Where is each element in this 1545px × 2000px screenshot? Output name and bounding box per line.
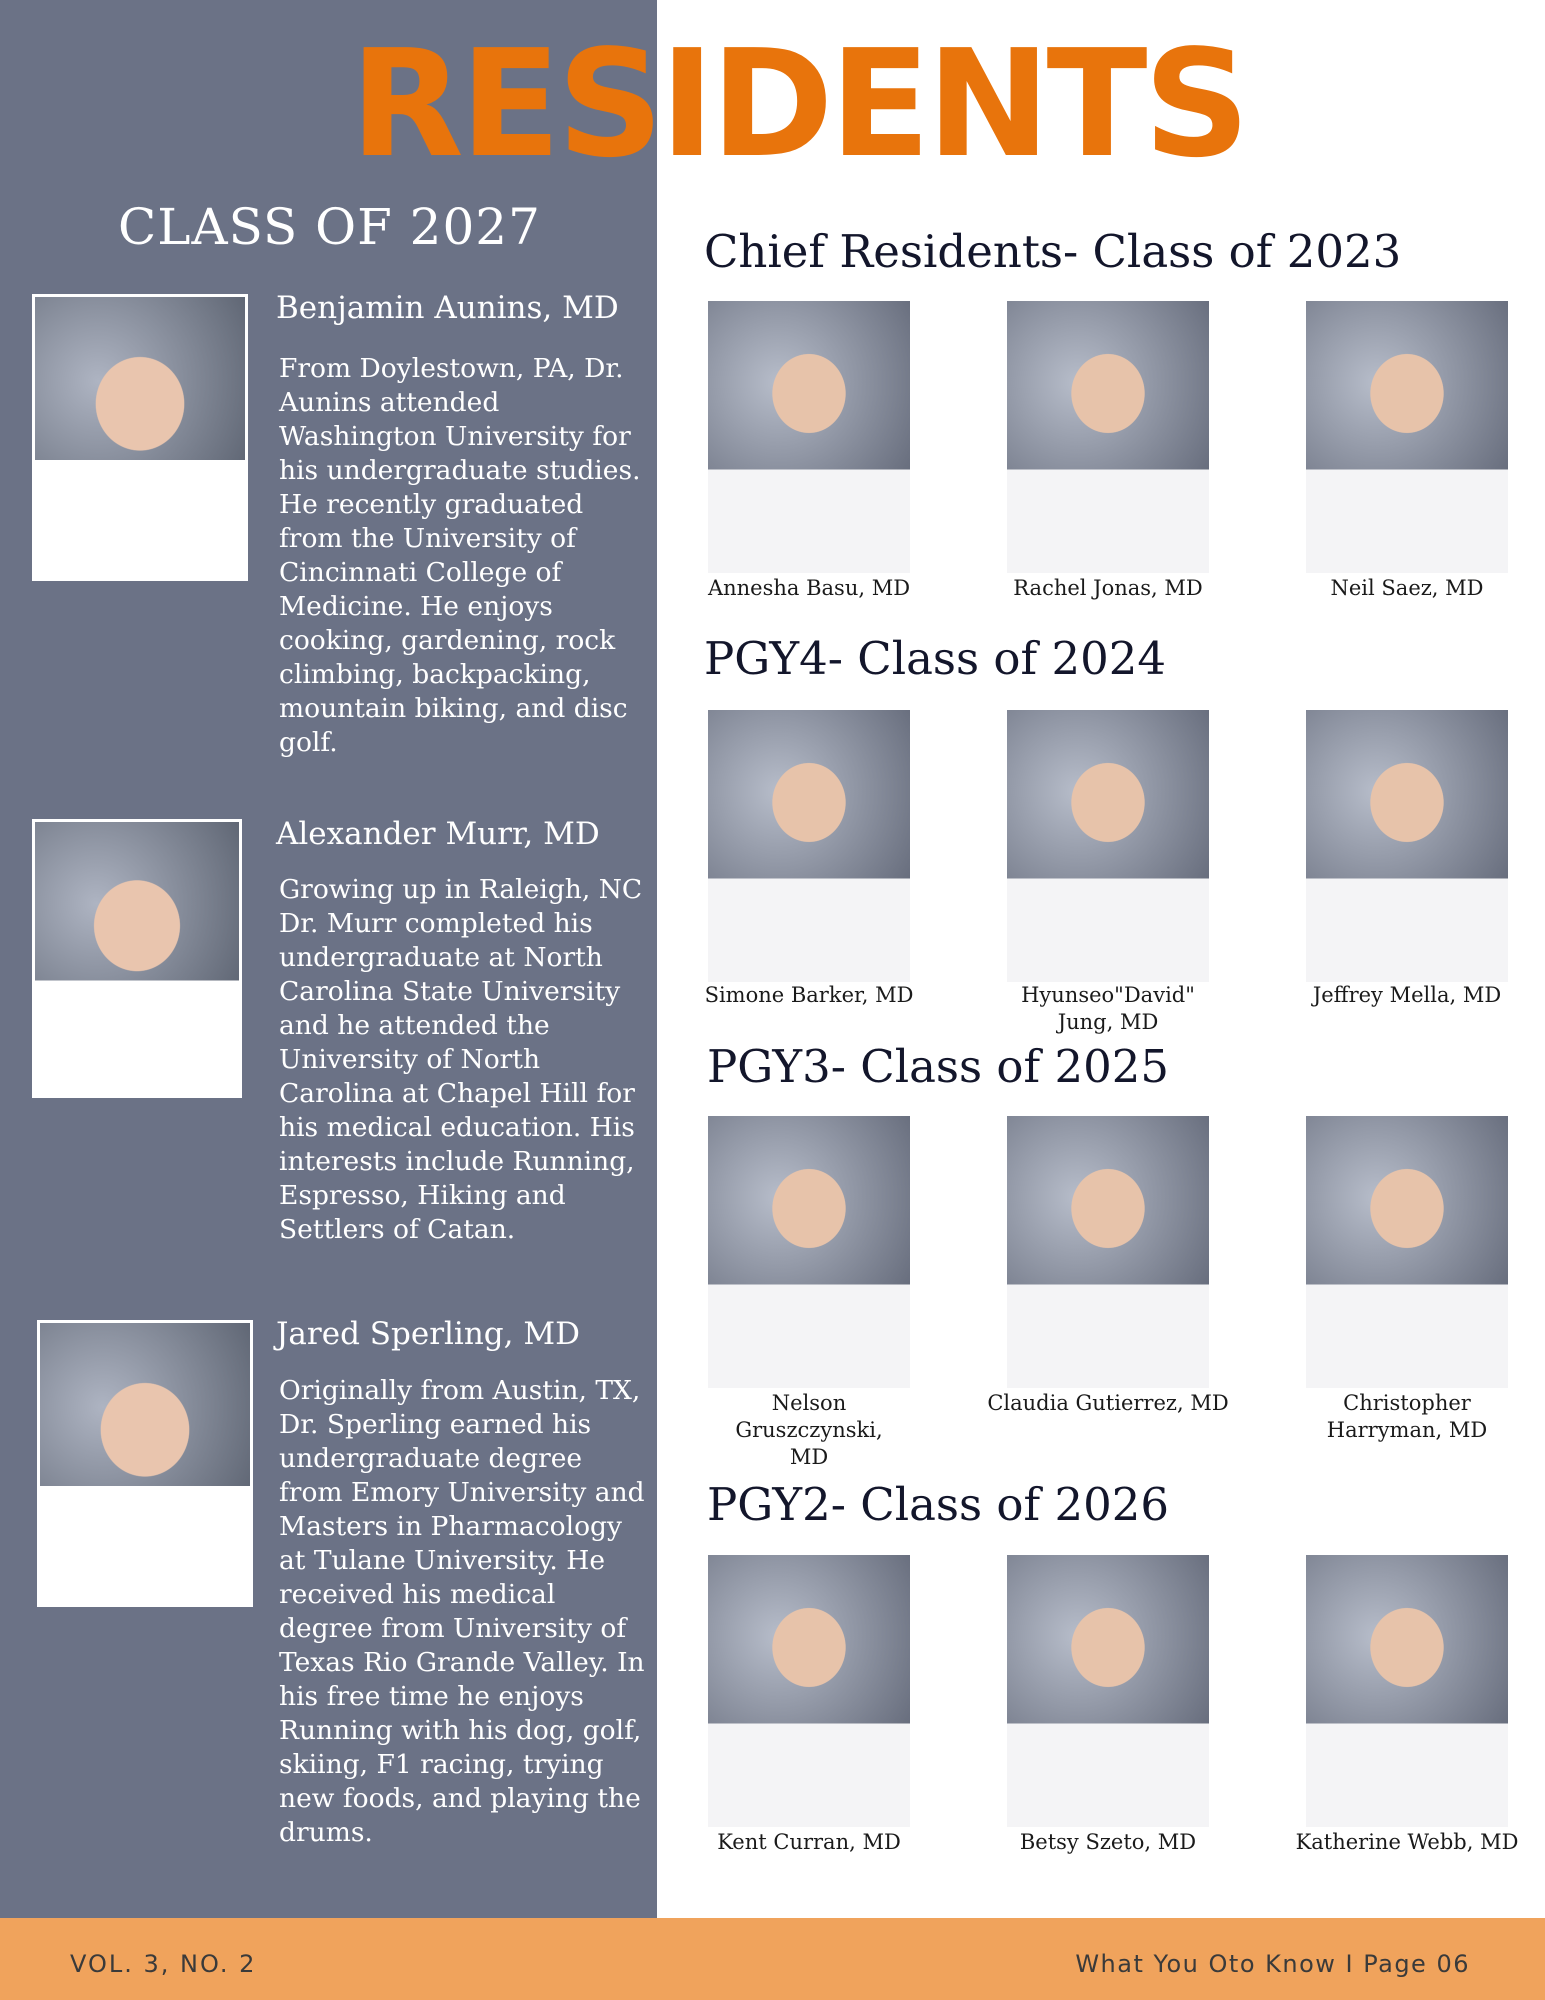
resident-photo	[1306, 1116, 1508, 1388]
class-2027-heading: CLASS OF 2027	[118, 198, 541, 256]
resident-caption: Annesha Basu, MD	[707, 576, 911, 600]
resident-name: Alexander Murr, MD	[276, 816, 600, 852]
resident-bio: Growing up in Raleigh, NC Dr. Murr completed his undergraduate at North Carolina State University and he attended the University of North Carolina at Chapel Hill for his medical education. His interests include Running, Espresso, Hiking and Settlers of Catan.	[279, 874, 643, 1245]
resident-caption: Neil Saez, MD	[1330, 576, 1484, 600]
resident-photo	[1007, 1555, 1209, 1827]
resident-photo	[1306, 1555, 1508, 1827]
resident-caption: Claudia Gutierrez, MD	[987, 1391, 1229, 1415]
resident-photo	[708, 301, 910, 573]
resident-caption: Rachel Jonas, MD	[1013, 576, 1203, 600]
resident-photo	[708, 1555, 910, 1827]
resident-photo	[1007, 1116, 1209, 1388]
resident-photo	[32, 294, 248, 581]
resident-caption: Simone Barker, MD	[704, 983, 914, 1007]
page-title: RESIDENTS	[350, 18, 1247, 190]
resident-photo	[1007, 301, 1209, 573]
resident-photo	[1306, 301, 1508, 573]
resident-photo	[1306, 710, 1508, 982]
section-heading: PGY3- Class of 2025	[707, 1040, 1169, 1093]
section-heading: PGY4- Class of 2024	[704, 632, 1166, 685]
resident-photo	[32, 819, 242, 1098]
section-heading: PGY2- Class of 2026	[707, 1478, 1169, 1531]
resident-caption: Nelson Gruszczynski, MD	[735, 1391, 883, 1469]
resident-caption: Katherine Webb, MD	[1295, 1830, 1519, 1854]
resident-photo	[708, 1116, 910, 1388]
resident-caption: Betsy Szeto, MD	[1019, 1830, 1197, 1854]
resident-name: Benjamin Aunins, MD	[276, 290, 619, 326]
resident-name: Jared Sperling, MD	[276, 1316, 580, 1352]
footer-page-label: What You Oto Know I Page 06	[1075, 1950, 1470, 1978]
resident-photo	[1007, 710, 1209, 982]
resident-photo	[708, 710, 910, 982]
resident-caption: Kent Curran, MD	[717, 1830, 901, 1854]
resident-caption: Hyunseo"David" Jung, MD	[1021, 983, 1195, 1034]
resident-photo	[37, 1320, 253, 1607]
section-heading: Chief Residents- Class of 2023	[704, 225, 1402, 278]
resident-bio: Originally from Austin, TX, Dr. Sperling earned his undergraduate degree from Emory University and Masters in Pharmacology at Tulane University. He received his medical degree from University of Texas Rio Grande Valley. In his free time he enjoys Running with his dog, golf, skiing, F1 racing, trying new foods, and playing the drums.	[279, 1375, 645, 1848]
resident-bio: From Doylestown, PA, Dr. Aunins attended Washington University for his undergraduate studies. He recently graduated from the University of Cincinnati College of Medicine. He enjoys cooking, gardening, rock climbing, backpacking, mountain biking, and disc golf.	[279, 353, 641, 758]
resident-caption: Jeffrey Mella, MD	[1312, 983, 1502, 1007]
resident-caption: Christopher Harryman, MD	[1326, 1391, 1488, 1442]
footer-volume: VOL. 3, NO. 2	[70, 1950, 257, 1978]
